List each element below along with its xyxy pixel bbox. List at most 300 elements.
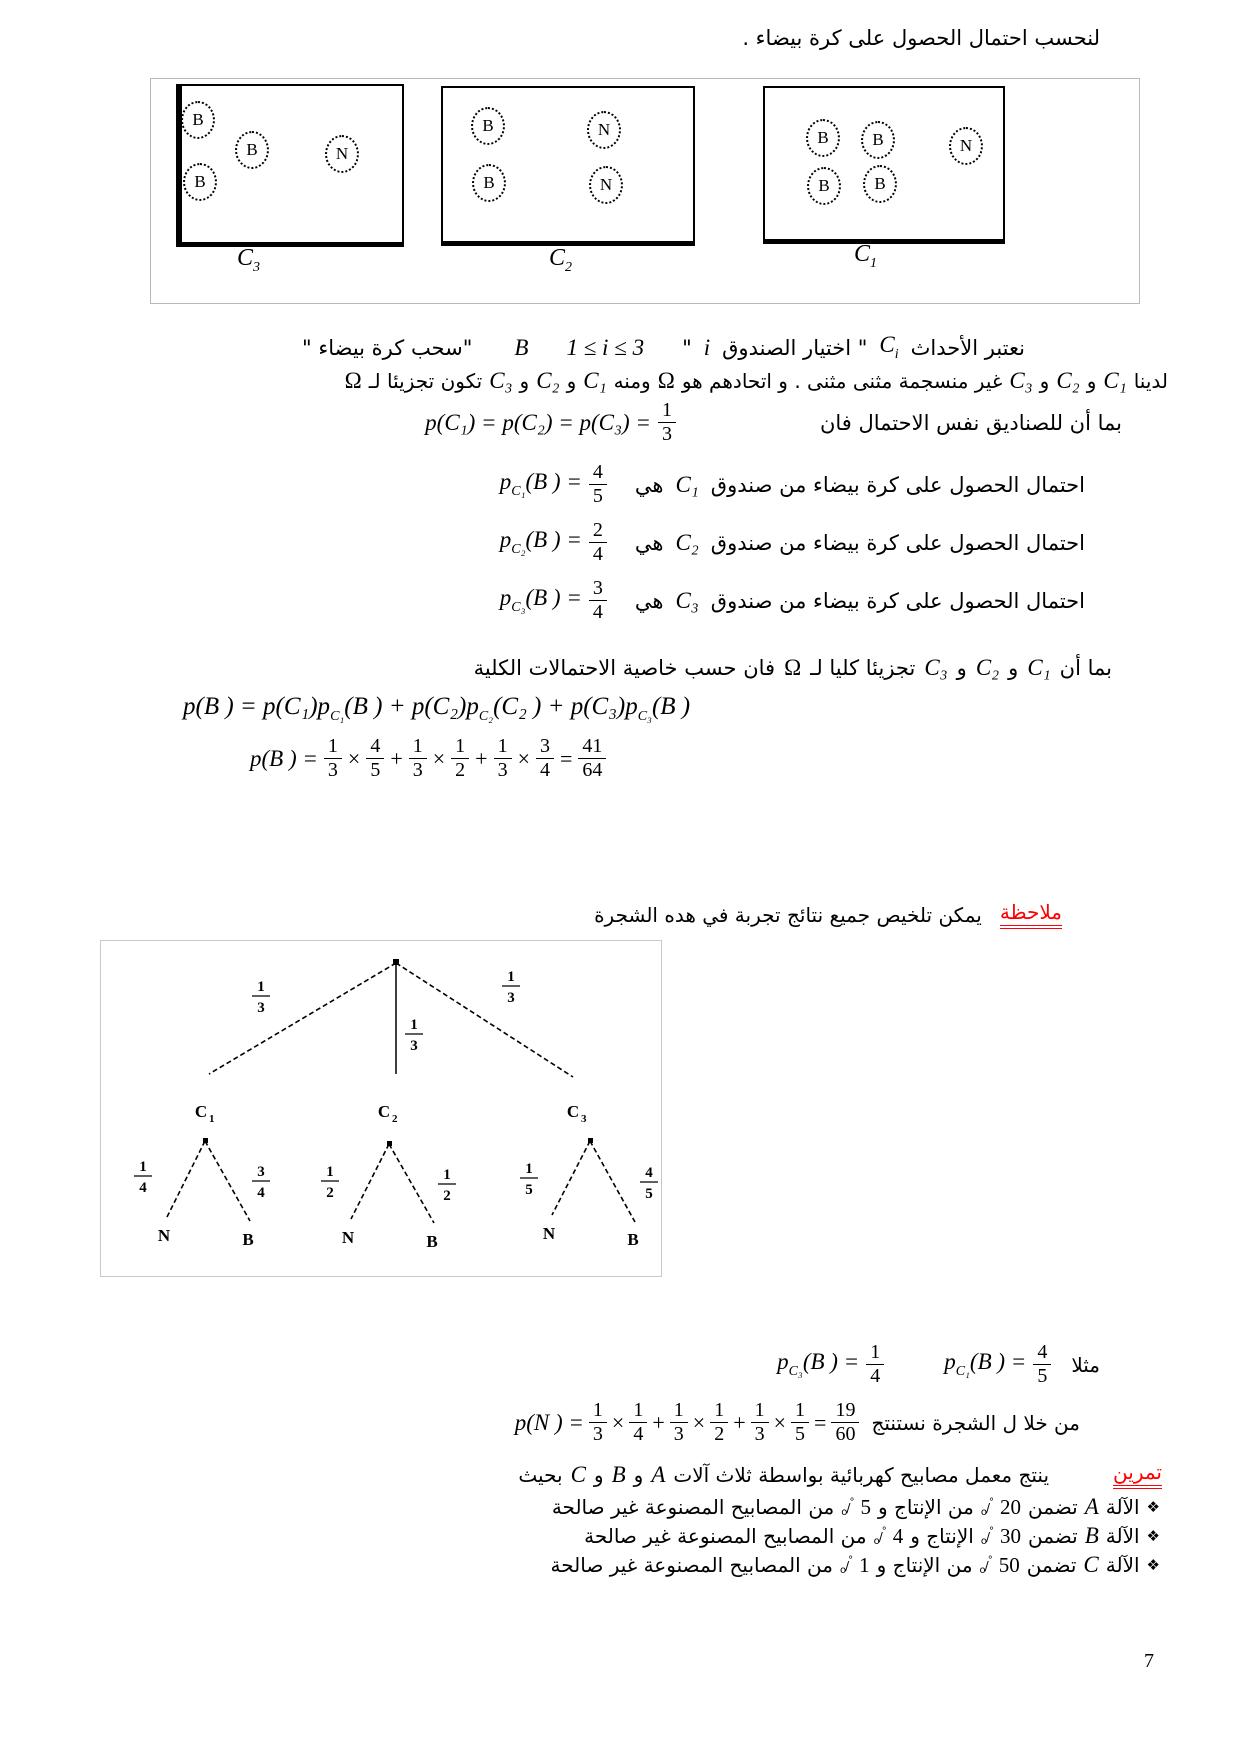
deduction-line — [515, 1400, 1080, 1445]
branch-c3 — [396, 963, 573, 1077]
leg-n — [552, 1141, 590, 1215]
cond-equation — [500, 520, 607, 565]
exercise-item-3 — [551, 1552, 1160, 1578]
denominator: 3 — [589, 1422, 607, 1445]
item-text: الآلة — [1105, 1524, 1140, 1548]
bullet-icon: ❖ — [1146, 1556, 1160, 1574]
equation-arg: (B ) = — [525, 469, 582, 494]
percent-top: ° — [989, 1496, 993, 1508]
fraction — [589, 520, 607, 565]
index-range: 1 ≤ i ≤ 3 — [566, 334, 645, 360]
formula-lead: p(N ) = — [514, 1409, 584, 1435]
cond-equation — [500, 578, 607, 623]
ball-black: N — [587, 111, 621, 149]
probability-tree — [101, 941, 661, 1276]
times-operator: × — [773, 1409, 787, 1435]
page-number: 7 — [1144, 1650, 1154, 1672]
item-text: تضمن — [1028, 1524, 1078, 1548]
denominator: 3 — [257, 1000, 265, 1016]
math-b: B — [611, 1461, 626, 1487]
deduction-formula — [515, 1400, 860, 1445]
events-text: "سحب كرة بيضاء " — [302, 335, 473, 360]
tree-node-label-c2 — [378, 1102, 398, 1125]
equal-prob-line — [425, 400, 1122, 445]
percent-value: 20 — [1000, 1494, 1021, 1519]
numerator: 1 — [257, 979, 265, 995]
item-text: من الإنتاج و — [876, 1553, 973, 1577]
denominator: 3 — [410, 1038, 418, 1054]
item-text: تضمن — [1026, 1553, 1077, 1577]
math-sub: C₃ — [788, 1364, 803, 1379]
numerator: 1 — [443, 1167, 451, 1183]
plus-operator: + — [652, 1409, 665, 1435]
formula-part: (B ) + p(C₂)p — [344, 693, 479, 720]
exercise-heading — [518, 1460, 1162, 1489]
ball-white: B — [235, 131, 269, 169]
numerator: 1 — [714, 1399, 725, 1421]
denominator: 5 — [589, 484, 607, 507]
percent-value: 4 — [892, 1523, 904, 1548]
ball-white: B — [183, 163, 217, 201]
numerator: 1 — [525, 1161, 533, 1177]
partition-text: غير منسجمة مثنى مثنى . و اتحادهم هو — [681, 369, 1003, 393]
node-index: 3 — [581, 1113, 587, 1125]
percent-slash: / — [985, 1500, 989, 1515]
denominator: 4 — [536, 758, 554, 781]
denominator: 4 — [589, 600, 607, 623]
percent-slash: / — [985, 1529, 989, 1544]
bullet-icon: ❖ — [1146, 1498, 1160, 1516]
math-p: p — [777, 1349, 789, 1374]
p-sub-c — [777, 1349, 859, 1380]
fraction — [658, 400, 676, 445]
item-text: من المصابيح المصنوعة غير صالحة — [550, 1553, 833, 1577]
box-label-index: 3 — [253, 259, 261, 275]
omega-symbol: Ω — [657, 368, 675, 393]
math-c3: C₃ — [489, 368, 513, 393]
box-label-letter: C — [854, 241, 871, 267]
math-p: p — [499, 585, 512, 610]
fraction — [710, 1400, 728, 1445]
numerator: 1 — [327, 735, 338, 757]
events-text: " اختيار الصندوق — [722, 335, 868, 360]
branch-fraction — [640, 1165, 658, 1202]
cond-text: هي — [634, 530, 664, 555]
branch-fraction — [502, 969, 520, 1006]
percent-top: ° — [987, 1554, 992, 1566]
branch-fraction — [438, 1167, 456, 1204]
denominator: 3 — [409, 758, 427, 781]
branch-c1 — [209, 963, 396, 1074]
ball-white: B — [472, 164, 506, 202]
denominator: 4 — [589, 542, 607, 565]
equals-operator: = — [560, 745, 573, 771]
fraction — [578, 736, 606, 781]
total-text: فان حسب خاصية الاحتمالات الكلية — [473, 656, 776, 680]
fraction — [589, 462, 607, 507]
ball-white: B — [806, 119, 840, 157]
numerator: 1 — [412, 735, 423, 757]
numerator: 1 — [633, 1399, 644, 1421]
math-i: i — [703, 334, 711, 360]
plus-operator: + — [475, 745, 488, 771]
example-equation-c3 — [777, 1342, 884, 1387]
formula-lead: p(B ) = — [250, 745, 318, 771]
percent-top: ° — [849, 1496, 854, 1508]
numerator: 1 — [497, 735, 508, 757]
plus-operator: + — [390, 745, 403, 771]
ball-white: B — [471, 107, 505, 145]
plus-operator: + — [733, 1409, 746, 1435]
example-label: مثلا — [1071, 1352, 1100, 1377]
leg-b — [590, 1141, 635, 1222]
fraction — [1033, 1342, 1051, 1387]
math-sub: C₂ — [511, 542, 526, 557]
item-text: الإنتاج و — [910, 1524, 974, 1548]
denominator: 60 — [831, 1422, 859, 1445]
example-equation-c1 — [944, 1342, 1051, 1387]
math-p: p — [499, 469, 512, 494]
example-line — [777, 1342, 1100, 1387]
fraction — [866, 1342, 884, 1387]
math-c2: C₂ — [536, 368, 560, 393]
times-operator: × — [347, 745, 361, 771]
numerator: 41 — [582, 735, 603, 757]
leaf-b: B — [426, 1232, 438, 1251]
percent-bottom: o — [839, 1564, 846, 1576]
total-text: و — [956, 656, 967, 680]
denominator: 3 — [751, 1422, 769, 1445]
deduction-label: من خلا ل الشجرة نستنتج — [871, 1410, 1080, 1435]
cond-prob-line-1 — [500, 462, 1085, 507]
percent-bottom: o — [980, 1506, 986, 1518]
branch-fraction — [134, 1159, 152, 1196]
fraction — [324, 736, 342, 781]
ball-black: N — [325, 135, 359, 173]
box-label-c1 — [854, 241, 877, 272]
math-sub-i: i — [894, 347, 899, 362]
fraction — [791, 1400, 809, 1445]
percent-slash: / — [845, 1558, 849, 1573]
p-sub-c — [500, 527, 582, 558]
equal-prob-equation — [425, 400, 676, 445]
denominator: 3 — [494, 758, 512, 781]
numerator: 1 — [455, 735, 466, 757]
fraction — [451, 736, 469, 781]
numerator: 1 — [754, 1399, 765, 1421]
math-sub: C₃ — [511, 600, 526, 615]
math-sub: C₁ — [330, 709, 345, 724]
cond-text: احتمال الحصول على كرة بيضاء من صندوق — [710, 530, 1085, 555]
events-quote: " — [682, 335, 692, 360]
percent-bottom: o — [841, 1506, 847, 1518]
percent-sign — [981, 1497, 993, 1518]
fraction — [589, 1400, 607, 1445]
partition-text: و — [1039, 369, 1050, 393]
numerator: 1 — [592, 1399, 603, 1421]
times-operator: × — [432, 745, 446, 771]
numerator: 3 — [540, 735, 550, 757]
percent-top: ° — [881, 1525, 886, 1537]
times-operator: × — [611, 1409, 625, 1435]
cond-text: هي — [634, 472, 664, 497]
fraction — [494, 736, 512, 781]
numerator: 1 — [673, 1399, 684, 1421]
exercise-item-1 — [552, 1494, 1160, 1520]
box-label-c2 — [549, 245, 572, 276]
cond-prob-line-2 — [500, 520, 1085, 565]
partition-text: و — [519, 369, 530, 393]
numerator: 4 — [592, 461, 603, 483]
fraction — [670, 1400, 688, 1445]
math-c: C — [570, 1461, 586, 1487]
item-text: من المصابيح المصنوعة غير صالحة — [584, 1524, 867, 1548]
math-p: p — [944, 1349, 956, 1374]
percent-sign — [840, 1555, 852, 1576]
machine-letter: B — [1084, 1523, 1099, 1548]
denominator: 2 — [710, 1422, 728, 1445]
leg-n — [351, 1144, 389, 1219]
percent-sign — [981, 1526, 993, 1547]
denominator: 3 — [507, 990, 515, 1006]
event-ci — [879, 332, 898, 363]
item-text: من المصابيح المصنوعة غير صالحة — [551, 1495, 835, 1519]
math-c3: C₃ — [675, 587, 699, 613]
percent-value: 30 — [1000, 1523, 1021, 1548]
denominator: 2 — [326, 1185, 334, 1201]
equal-prob-text: بما أن للصناديق نفس الاحتمال فان — [819, 410, 1122, 435]
percent-sign — [980, 1555, 992, 1576]
leg-n — [167, 1141, 205, 1217]
math-c2: C₂ — [1056, 368, 1080, 393]
ball-black: N — [949, 127, 983, 165]
math-c2: C₂ — [975, 655, 1000, 680]
numerator: 1 — [870, 1341, 881, 1363]
partition-text: ومنه — [613, 369, 651, 393]
leg-b — [205, 1141, 250, 1221]
node-index: 1 — [209, 1113, 215, 1125]
percent-bottom: o — [873, 1535, 879, 1547]
equation-arg: (B ) = — [525, 585, 582, 610]
events-line — [302, 332, 1025, 363]
denominator: 3 — [658, 422, 676, 445]
equation-arg: (B ) = — [802, 1349, 860, 1374]
math-p: p — [499, 527, 512, 552]
item-text: الآلة — [1105, 1495, 1140, 1519]
exercise-text: ينتج معمل مصابيح كهربائية بواسطة ثلاث آلات — [673, 1462, 1050, 1487]
math-c3: C₃ — [924, 655, 948, 680]
math-sub: C₁ — [955, 1364, 970, 1379]
formula-part: (C₂ ) + p(C₃)p — [493, 693, 638, 720]
math-b: B — [514, 334, 529, 360]
exercise-text: و — [633, 1462, 644, 1487]
cond-text: هي — [634, 588, 664, 613]
denominator: 3 — [670, 1422, 688, 1445]
denominator: 4 — [629, 1422, 647, 1445]
node-letter: C — [566, 1102, 580, 1121]
fraction — [589, 578, 607, 623]
math-c: C — [879, 332, 895, 357]
cond-text: احتمال الحصول على كرة بيضاء من صندوق — [710, 588, 1085, 613]
numerator: 3 — [257, 1164, 265, 1180]
total-text: بما أن — [1059, 656, 1112, 680]
p-sub-c — [944, 1349, 1026, 1380]
fraction — [366, 736, 384, 781]
denominator: 5 — [645, 1186, 653, 1202]
leg-b — [389, 1144, 434, 1223]
p-sub-c — [500, 469, 582, 500]
percent-slash: / — [846, 1500, 850, 1515]
exercise-label: تمرين — [1113, 1460, 1162, 1489]
box-label-index: 1 — [870, 255, 878, 271]
percent-sign — [874, 1526, 886, 1547]
math-c1: C₁ — [583, 368, 607, 393]
item-text: الآلة — [1105, 1553, 1140, 1577]
partition-text: لدينا — [1133, 369, 1168, 393]
leaf-b: B — [627, 1230, 639, 1249]
math-c1: C₁ — [1027, 655, 1051, 680]
branch-fraction — [252, 979, 270, 1016]
math-sub: C₁ — [511, 484, 526, 499]
fraction — [629, 1400, 647, 1445]
branch-fraction — [520, 1161, 538, 1198]
denominator: 64 — [578, 758, 606, 781]
machine-letter: A — [1084, 1494, 1099, 1519]
box-label-letter: C — [237, 245, 254, 271]
intro-text: لنحسب احتمال الحصول على كرة بيضاء . — [742, 26, 1100, 50]
node-letter: C — [377, 1102, 391, 1121]
percent-value: 5 — [860, 1494, 871, 1519]
total-probability-formula — [183, 693, 690, 725]
equation-arg: (B ) = — [969, 1349, 1027, 1374]
ball-white: B — [181, 101, 215, 139]
denominator: 4 — [257, 1185, 265, 1201]
box-label-letter: C — [549, 245, 566, 271]
denominator: 2 — [451, 758, 469, 781]
total-text: و — [1008, 656, 1019, 680]
numerator: 1 — [326, 1164, 334, 1180]
leaf-b: B — [242, 1230, 254, 1249]
formula-part: (B ) — [651, 693, 691, 720]
ball-white: B — [863, 165, 897, 203]
partition-text: تكون تجزيئا لـ — [368, 369, 483, 393]
branch-fraction — [321, 1164, 339, 1201]
note-label: ملاحظة — [1000, 900, 1062, 929]
percent-bottom: o — [980, 1535, 986, 1547]
partition-text: و — [566, 369, 577, 393]
branch-fraction — [405, 1017, 423, 1054]
leaf-n: N — [341, 1228, 355, 1247]
math-sub: C₂ — [478, 709, 494, 724]
item-text: تضمن — [1028, 1495, 1078, 1519]
ball-black: N — [589, 166, 623, 204]
denominator: 3 — [324, 758, 342, 781]
numeric-probability-formula — [250, 736, 606, 781]
tree-node-label-c1 — [195, 1102, 215, 1125]
times-operator: × — [517, 745, 530, 771]
math-c1: C₁ — [1103, 368, 1127, 393]
fraction — [536, 736, 554, 781]
box-label-c3 — [237, 245, 260, 276]
box-label-index: 2 — [565, 259, 573, 275]
boxes-figure — [150, 78, 1140, 304]
denominator: 5 — [525, 1182, 533, 1198]
percent-sign — [841, 1497, 853, 1518]
cond-equation — [500, 462, 607, 507]
note-text: يمكن تلخيص جميع نتائج تجربة في هده الشجرة — [594, 902, 982, 927]
percent-slash: / — [984, 1558, 988, 1573]
numerator: 19 — [835, 1399, 856, 1421]
percent-bottom: o — [979, 1564, 985, 1576]
percent-value: 50 — [998, 1552, 1020, 1577]
item-text: من الإنتاج و — [877, 1495, 974, 1519]
bullet-icon: ❖ — [1146, 1527, 1160, 1545]
total-partition-line — [474, 655, 1112, 681]
node-index: 2 — [392, 1113, 398, 1125]
math-sub: C₃ — [637, 709, 652, 724]
partition-text: و — [1086, 369, 1097, 393]
equals-operator: = — [814, 1409, 827, 1435]
node-letter: C — [194, 1102, 208, 1121]
percent-top: ° — [989, 1525, 993, 1537]
omega-symbol: Ω — [784, 655, 802, 680]
equation-arg: (B ) = — [525, 527, 582, 552]
exercise-item-2 — [584, 1523, 1160, 1549]
exercise-text: بحيث — [518, 1462, 563, 1487]
equation-lhs: p(C₁) = p(C₂) = p(C₃) = — [425, 409, 651, 435]
numerator: 3 — [592, 577, 603, 599]
cond-prob-line-3 — [500, 578, 1085, 623]
ball-white: B — [807, 167, 841, 205]
numerator: 1 — [139, 1159, 147, 1175]
exercise-text: و — [593, 1462, 604, 1487]
math-c1: C₁ — [675, 471, 699, 497]
denominator: 4 — [139, 1180, 147, 1196]
numerator: 4 — [1037, 1341, 1048, 1363]
denominator: 4 — [866, 1364, 884, 1387]
numerator: 4 — [370, 735, 381, 757]
numerator: 2 — [592, 519, 603, 541]
math-a: A — [651, 1461, 666, 1487]
total-text: تجزيئا كليا لـ — [810, 656, 916, 680]
leaf-n: N — [157, 1226, 171, 1245]
denominator: 5 — [366, 758, 384, 781]
times-operator: × — [692, 1409, 706, 1435]
intro-line — [742, 26, 1100, 50]
partition-line — [345, 368, 1168, 394]
numerator: 1 — [661, 399, 672, 421]
events-text: نعتبر الأحداث — [910, 335, 1025, 360]
fraction — [751, 1400, 769, 1445]
leaf-n: N — [542, 1224, 556, 1243]
percent-value: 1 — [859, 1552, 870, 1577]
fraction — [409, 736, 427, 781]
fraction — [831, 1400, 859, 1445]
cond-text: احتمال الحصول على كرة بيضاء من صندوق — [710, 472, 1085, 497]
tree-figure — [100, 940, 662, 1277]
omega-symbol: Ω — [344, 368, 362, 393]
numerator: 1 — [410, 1017, 418, 1033]
denominator: 5 — [791, 1422, 809, 1445]
p-sub-c — [500, 585, 582, 616]
formula-part: p(B ) = p(C₁)p — [183, 693, 331, 720]
note-line — [594, 900, 1062, 929]
math-c2: C₂ — [675, 529, 699, 555]
percent-top: ° — [848, 1554, 853, 1566]
ball-white: B — [861, 121, 895, 159]
denominator: 5 — [1033, 1364, 1051, 1387]
machine-letter: C — [1083, 1552, 1099, 1577]
